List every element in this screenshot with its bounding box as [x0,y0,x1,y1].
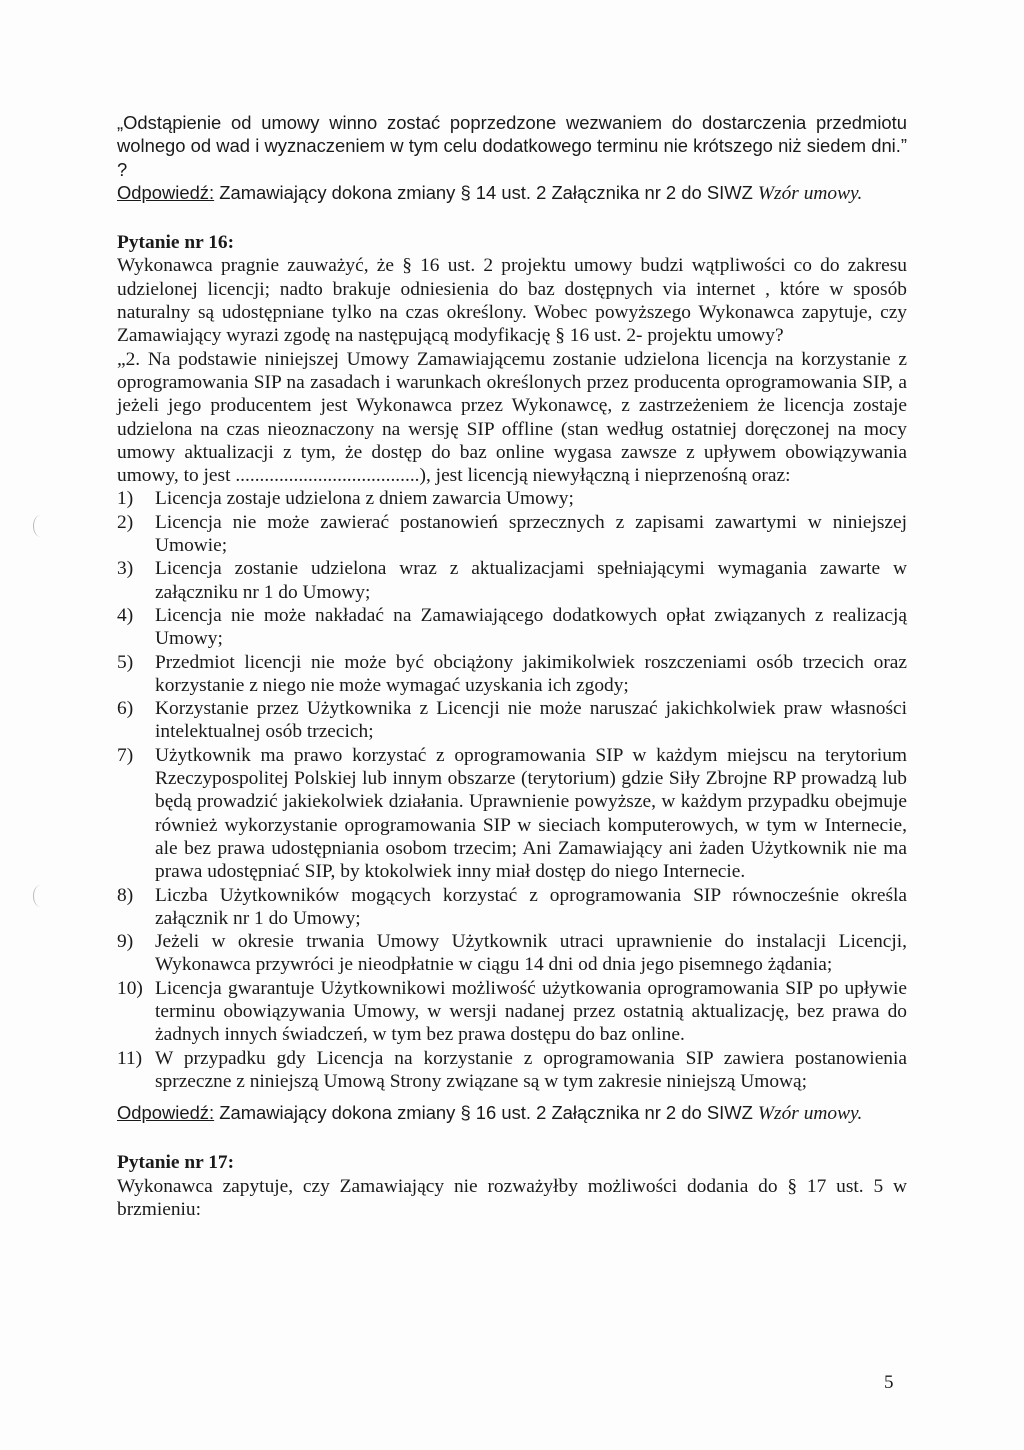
question-text: Wykonawca zapytuje, czy Zamawiający nie rozważyłby możliwości dodania do § 17 ust. 5 w brzmieniu: [117,1175,907,1221]
answer-label: Odpowiedź: [117,181,215,203]
list-item [117,744,907,884]
item-text: W przypadku gdy Licencja na korzystanie z oprogramowania SIP zawiera postanowienia sprzeczne z niniejszą Umową Strony związane są w tym zakresie niniejszą Umową; [155,1047,907,1092]
list-item [117,511,907,558]
item-number: 9) [117,931,134,953]
answer-italic: Wzór umowy. [757,182,863,204]
list-item [117,930,907,977]
question-heading: Pytanie nr 17: [117,1152,235,1174]
margin-mark [33,515,48,537]
item-text: Licencja gwarantuje Użytkownikowi możliwość użytkowania oprogramowania SIP po upływie terminu obowiązywania Umowy, w wersji nadanej przez ostatnią aktualizację, bez prawa do żadnych innych świadczeń, w tym bez prawa dostępu do baz online. [155,977,907,1046]
item-number: 3) [117,558,134,580]
item-text: Użytkownik ma prawo korzystać z oprogramowania SIP w każdym miejscu na terytorium Rzeczypospolitej Polskiej lub innym obszarze (terytorium) gdzie Siły Zbrojne RP prowadzą lub będą prowadzić jakiekolwiek działania. Uprawnienie powyższe, w każdym przypadku obejmuje również wykorzystanie oprogramowania SIP w sieciach komputerowych, w tym w Internecie, ale bez prawa udostępniania osobom trzecim; Ani Zamawiający ani żaden Użytkownik nie ma prawa udostępniać SIP, by ktokolwiek inny miał dostęp do niego Internecie. [155,744,907,883]
list-item [117,697,907,744]
item-text: Liczba Użytkowników mogących korzystać z oprogramowania SIP równocześnie określa załącznik nr 1 do Umowy; [155,884,907,929]
quoted-text: „Odstąpienie od umowy winno zostać poprzedzone wezwaniem do dostarczenia przedmiotu wolnego od wad i wyznaczeniem w tym celu dodatkowego terminu nie krótszego niż siedem dni.” ? [117,112,907,180]
item-number: 2) [117,511,134,533]
answer-paragraph [117,181,907,205]
item-number: 1) [117,488,134,510]
list-item [117,884,907,931]
item-text: Przedmiot licencji nie może być obciążony jakimikolwiek roszczeniami osób trzecich oraz korzystanie z niego nie może wymagać uzyskania ich zgody; [155,651,907,696]
proposed-wording: „2. Na podstawie niniejszej Umowy Zamawiającemu zostanie udzielona licencja na korzystanie z oprogramowania SIP na zasadach i warunkach określonych przez producenta oprogramowania SIP, a jeżeli jego producentem jest Wykonawca przez Wykonawcę, z zastrzeżeniem że licencja zostaje udzielona na czas nieoznaczony na wersję SIP offline (stan według ostatniej doręczonej na mocy umowy aktualizacji z tym, że dostęp do baz online wygasa zawsze z upływem obowiązywania umowy, to jest ......................................), jest licencją niewyłączną i nieprzenośną oraz: [117,348,907,487]
margin-mark [33,885,48,907]
question-heading: Pytanie nr 16: [117,232,235,254]
answer-text: Zamawiający dokona zmiany § 14 ust. 2 Załącznika nr 2 do SIWZ [214,181,758,203]
item-text: Licencja zostaje udzielona z dniem zawarcia Umowy; [155,488,574,510]
item-text: Licencja nie może nakładać na Zamawiającego dodatkowych opłat związanych z realizacją Umowy; [155,604,907,650]
item-text: Korzystanie przez Użytkownika z Licencji nie może naruszać jakichkolwiek praw własności intelektualnej osób trzecich; [155,698,907,743]
item-text: Licencja nie może zawierać postanowień sprzecznych z zapisami zawartymi w niniejszej Umowie; [155,511,907,557]
item-number: 11) [117,1047,143,1069]
answer-text: Zamawiający dokona zmiany § 16 ust. 2 Załącznika nr 2 do SIWZ [214,1102,758,1124]
question-text: Wykonawca pragnie zauważyć, że § 16 ust. 2 projektu umowy budzi wątpliwości co do zakresu udzielonej licencji; nadto brakuje odniesienia do baz dostępnych via internet , które w sposób naturalny są udostępniane tylko na czas określony. Wobec powyższego Wykonawca zapytuje, czy Zamawiający wyrazi zgodę na następującą modyfikację § 16 ust. 2- projektu umowy? [117,255,907,347]
item-text: Jeżeli w okresie trwania Umowy Użytkownik utraci uprawnienie do instalacji Licencji, Wykonawca przywróci je nieodpłatnie w ciągu 14 dni od dnia jego pisemnego żądania; [155,931,907,976]
list-item [117,1047,907,1094]
item-number: 6) [117,698,134,720]
page-number: 5 [884,1372,894,1393]
list-item [117,651,907,698]
item-text: Licencja zostanie udzielona wraz z aktualizacjami spełniającymi wymagania zawarte w załączniku nr 1 do Umowy; [155,558,907,603]
list-item [117,604,907,651]
item-number: 5) [117,651,134,673]
proposed-items-list [117,487,907,1093]
list-item [117,977,907,1047]
item-number: 10) [117,977,143,999]
answer-paragraph [117,1101,907,1125]
list-item [117,557,907,604]
item-number: 8) [117,884,134,906]
answer-italic: Wzór umowy. [757,1103,863,1125]
answer-label: Odpowiedź: [117,1102,215,1124]
item-number: 7) [117,744,134,766]
list-item [117,487,907,510]
document-body [117,111,907,1221]
item-number: 4) [117,604,134,626]
